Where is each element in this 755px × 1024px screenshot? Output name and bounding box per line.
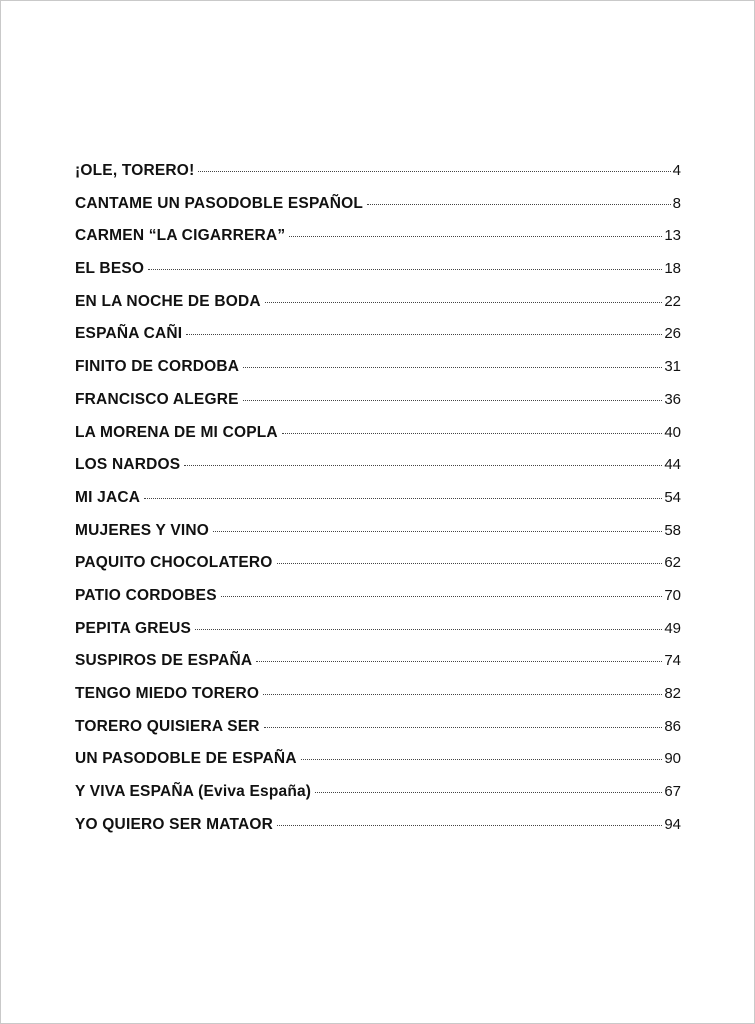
toc-entry-page: 44 (664, 456, 681, 474)
toc-entry (75, 718, 681, 751)
toc-entry-title: MUJERES Y VINO (75, 521, 210, 539)
toc-entry-page: 13 (664, 227, 681, 245)
toc-entry-title: TORERO QUISIERA SER (75, 717, 260, 735)
dot-leader (243, 400, 663, 401)
dot-leader (243, 367, 662, 368)
dot-leader (213, 531, 662, 532)
toc-entry-page: 36 (664, 390, 681, 408)
toc-entry (75, 816, 681, 849)
toc-entry-page: 31 (664, 358, 681, 376)
toc-entry-page: 94 (664, 815, 681, 833)
toc-entry-title: EL BESO (75, 260, 145, 278)
toc-entry-page: 90 (664, 750, 681, 768)
toc-entry (75, 750, 681, 783)
dot-leader (221, 596, 663, 597)
toc-entry-title: LOS NARDOS (75, 456, 181, 474)
dot-leader (144, 498, 662, 499)
toc-entry (75, 685, 681, 718)
toc-entry-title: EN LA NOCHE DE BODA (75, 292, 261, 310)
dot-leader (184, 465, 662, 466)
dot-leader (277, 825, 662, 826)
toc-entry (75, 554, 681, 587)
dot-leader (315, 792, 662, 793)
toc-entry (75, 195, 681, 228)
dot-leader (186, 334, 662, 335)
toc-entry-title: Y VIVA ESPAÑA (Eviva España) (75, 783, 312, 801)
toc-entry-title: CARMEN “LA CIGARRERA” (75, 227, 286, 245)
toc-entry (75, 260, 681, 293)
toc-entry-page: 74 (664, 652, 681, 670)
toc-entry-page: 54 (664, 488, 681, 506)
toc-entry-title: SUSPIROS DE ESPAÑA (75, 652, 253, 670)
toc-entry-page: 62 (664, 554, 681, 572)
toc-entry (75, 652, 681, 685)
toc-entry-title: ¡OLE, TORERO! (75, 162, 195, 179)
toc-entry-page: 67 (664, 783, 681, 801)
toc-entry-title: PAQUITO CHOCOLATERO (75, 554, 273, 572)
toc-entry-page: 22 (664, 292, 681, 310)
toc-entry-title: TENGO MIEDO TORERO (75, 685, 260, 702)
toc-entry (75, 293, 681, 326)
toc-entry (75, 456, 681, 489)
dot-leader (265, 302, 663, 303)
toc-entry-title: PATIO CORDOBES (75, 586, 217, 604)
toc-entry-title: LA MORENA DE MI COPLA (75, 423, 278, 441)
toc-entry-title: FRANCISCO ALEGRE (75, 390, 239, 408)
table-of-contents (75, 162, 681, 848)
toc-entry (75, 358, 681, 391)
toc-entry (75, 391, 681, 424)
dot-leader (256, 661, 662, 662)
toc-entry-page: 70 (664, 586, 681, 604)
toc-entry-page: 40 (664, 423, 681, 441)
dot-leader (282, 433, 662, 434)
toc-entry-page: 82 (664, 685, 681, 702)
toc-entry (75, 620, 681, 653)
toc-entry (75, 522, 681, 555)
dot-leader (264, 727, 663, 728)
dot-leader (277, 563, 663, 564)
dot-leader (289, 236, 662, 237)
toc-entry-page: 18 (664, 260, 681, 278)
toc-entry-page: 8 (672, 194, 681, 212)
dot-leader (195, 629, 662, 630)
toc-entry-title: YO QUIERO SER MATAOR (75, 815, 274, 833)
dot-leader (301, 759, 663, 760)
toc-entry (75, 587, 681, 620)
toc-entry (75, 325, 681, 358)
toc-entry (75, 227, 681, 260)
dot-leader (367, 204, 671, 205)
toc-entry-title: PEPITA GREUS (75, 619, 192, 637)
dot-leader (148, 269, 662, 270)
dot-leader (263, 694, 662, 695)
toc-entry-page: 49 (664, 619, 681, 637)
toc-entry-title: UN PASODOBLE DE ESPAÑA (75, 750, 297, 768)
toc-entry-page: 58 (664, 521, 681, 539)
toc-entry (75, 783, 681, 816)
toc-entry-title: ESPAÑA CAÑI (75, 325, 183, 343)
toc-entry-title: MI JACA (75, 488, 141, 506)
toc-entry (75, 489, 681, 522)
toc-entry (75, 424, 681, 457)
toc-entry-title: FINITO DE CORDOBA (75, 358, 240, 376)
toc-entry-page: 26 (664, 325, 681, 343)
toc-entry-page: 4 (672, 162, 681, 179)
toc-entry-title: CANTAME UN PASODOBLE ESPAÑOL (75, 194, 364, 212)
toc-entry (75, 162, 681, 195)
dot-leader (198, 171, 670, 172)
toc-entry-page: 86 (664, 717, 681, 735)
